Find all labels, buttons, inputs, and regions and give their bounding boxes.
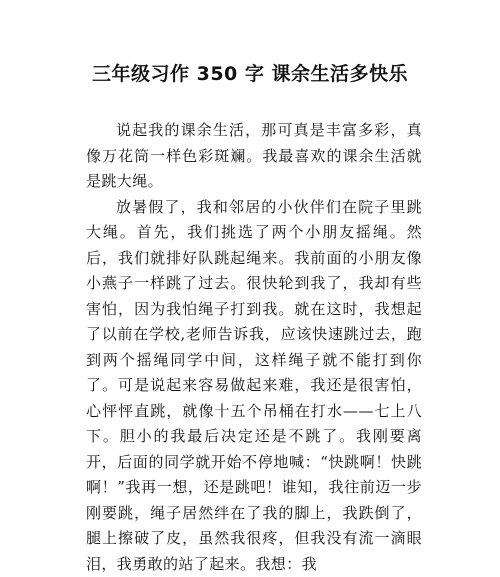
paragraph-2: 放暑假了，我和邻居的小伙伴们在院子里跳大绳。首先，我们挑选了两个小朋友摇绳。然后，我们就排好队跳起绳来。我前面的小朋友像小燕子一样跳了过去。很快轮到我了，我却有些害怕，因为我怕绳子打到我。就在这时，我想起了以前在学校,老师告诉我，应该快速跳过去，跑到两个摇绳同学中间，这样绳子就不能打到你了。可是说起来容易做起来难，我还是很害怕，心怦怦直跳，就像十五个吊桶在打水——七上八下。胆小的我最后决定还是不跳了。我刚要离开，后面的同学就开始不停地喊：“快跳啊！快跳啊！”我再一想，还是跳吧！谁知，我往前迈一步刚要跳，绳子居然绊在了我的脚上，我跌倒了，腿上擦破了皮，虽然我很疼，但我没有流一滴眼泪，我勇敢的站了起来。我想：我 [86,195,422,577]
paragraph-1: 说起我的课余生活，那可真是丰富多彩，真像万花筒一样色彩斑斓。我最喜欢的课余生活就是跳大绳。 [86,118,422,195]
document-body [86,118,422,577]
document-title: 三年级习作 350 字 课余生活多快乐 [0,62,500,86]
